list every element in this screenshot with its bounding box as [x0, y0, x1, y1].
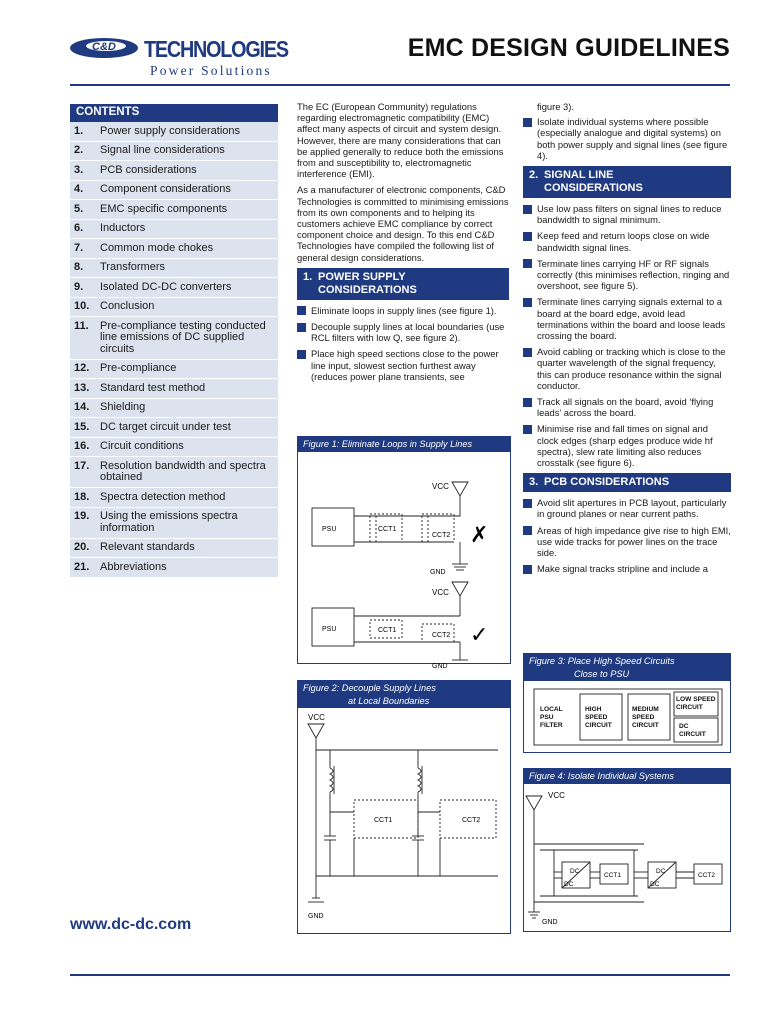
contents-item[interactable]	[70, 181, 278, 201]
logo-text: TECHNOLOGIES	[144, 36, 288, 62]
local-psu-filter-label-2: PSU	[540, 714, 554, 721]
section-title: PCB CONSIDERATIONS	[544, 476, 670, 489]
contents-item-number: 17.	[74, 459, 90, 472]
contents-item-label: EMC specific components	[100, 202, 228, 215]
contents-item-number: 19.	[74, 510, 90, 522]
contents-item-label: Resolution bandwidth and spectra obtained	[100, 459, 266, 483]
dc-label: DC	[564, 880, 574, 888]
contents-item[interactable]	[70, 488, 278, 508]
medium-speed-label-1: MEDIUM	[632, 706, 659, 713]
contents-item[interactable]	[70, 122, 278, 142]
contents-item[interactable]	[70, 360, 278, 380]
figure-1-title: Figure 1: Eliminate Loops in Supply Lines	[298, 437, 510, 452]
psu-label: PSU	[322, 525, 337, 533]
cct2-label: CCT2	[698, 871, 715, 879]
cct1-label: CCT1	[378, 626, 397, 634]
medium-speed-label-3: CIRCUIT	[632, 722, 659, 729]
vcc-label: VCC	[432, 481, 449, 491]
contents-item-number: 20.	[74, 541, 90, 553]
signal-bullets	[523, 203, 731, 468]
bullet-item: Avoid cabling or tracking which is close to the quarter wavelength of the signal frequency, this can produce resonance within the signal conductor.	[523, 346, 731, 391]
low-speed-label-1: LOW SPEED	[676, 696, 716, 703]
logo-subtitle: Power Solutions	[150, 63, 272, 78]
bullet-item: Keep feed and return loops close on wide bandwidth signal lines.	[523, 230, 731, 252]
figure-3-title-line1: Figure 3: Place High Speed Circuits	[529, 656, 675, 666]
section-number: 3.	[529, 476, 539, 489]
figure-2-title-line2: at Local Boundaries	[348, 695, 430, 706]
section-heading-pcb	[523, 473, 731, 492]
contents-item-label: Signal line considerations	[100, 144, 225, 156]
psu-label: PSU	[322, 625, 337, 633]
contents-item-number: 12.	[74, 362, 90, 374]
contents-item-label: Shielding	[100, 401, 146, 413]
section-heading-power	[297, 268, 509, 300]
bullet-item: Terminate lines carrying HF or RF signals correctly (this minimises reflection, ringing and overshoot, see figure 5).	[523, 258, 731, 292]
check-icon: ✓	[470, 621, 489, 647]
column-middle	[297, 101, 509, 387]
contents-item[interactable]	[70, 418, 278, 438]
gnd-label: GND	[542, 918, 558, 926]
contents-item[interactable]	[70, 317, 278, 360]
figure-4	[523, 768, 731, 932]
contents-item-label: Pre-compliance	[100, 362, 177, 374]
contents-item-number: 7.	[74, 241, 84, 254]
contents-item-label: Spectra detection method	[100, 490, 226, 503]
contents-item[interactable]	[70, 399, 278, 419]
contents-item-label: Abbreviations	[100, 560, 167, 573]
contents-item-number: 21.	[74, 560, 90, 573]
intro-paragraph-1: The EC (European Community) regulations regarding electromagnetic compatibility (EMC) affect many aspects of circuit and system design. However, there are many considerations that can be applied generally to reduce both the emissions from and susceptibility to, electromagnetic interference (EMI).	[297, 101, 504, 180]
bullet-item: Place high speed sections close to the power line input, slowest section furthest away (reduces power plane transients, see	[297, 348, 509, 382]
contents-item[interactable]	[70, 239, 278, 259]
figure-2-diagram	[298, 708, 510, 934]
contents-item-label: Component considerations	[100, 183, 231, 195]
figure-2-title-line1: Figure 2: Decouple Supply Lines	[303, 683, 436, 693]
figure-1	[297, 436, 511, 670]
contents-item-number: 11.	[74, 319, 89, 332]
cross-icon: ✗	[470, 521, 489, 547]
contents-item-number: 4.	[74, 183, 84, 195]
contents-item[interactable]	[70, 457, 278, 488]
contents-item[interactable]	[70, 558, 278, 578]
contents-item[interactable]	[70, 220, 278, 240]
dc-label: DC	[656, 867, 666, 875]
figure-4-title: Figure 4: Isolate Individual Systems	[524, 769, 730, 784]
logo-mark-text: C&D	[92, 41, 116, 53]
contents-item-number: 15.	[74, 420, 90, 433]
bullet-item: Decouple supply lines at local boundaries (use RCL filters with low Q, see figure 2).	[297, 321, 509, 343]
vcc-label: VCC	[548, 790, 565, 800]
contents-item-number: 9.	[74, 280, 84, 293]
bottom-divider	[70, 974, 730, 976]
cct2-label: CCT2	[432, 631, 451, 639]
high-speed-label-3: CIRCUIT	[585, 722, 612, 729]
contents-item[interactable]	[70, 298, 278, 318]
high-speed-label-1: HIGH	[585, 706, 602, 713]
contents-item[interactable]	[70, 278, 278, 298]
continued-text: figure 3).	[537, 101, 574, 112]
dc-circuit-label-2: CIRCUIT	[679, 731, 706, 738]
contents-item-label: Pre-compliance testing conducted line emissions of DC supplied circuits	[100, 319, 266, 355]
page-title: EMC DESIGN GUIDELINES	[407, 34, 730, 62]
website-link[interactable]: www.dc-dc.com	[70, 916, 192, 933]
contents-item-number: 2.	[74, 144, 84, 156]
contents-item[interactable]	[70, 259, 278, 279]
dc-label: DC	[650, 880, 660, 888]
cct1-label: CCT1	[604, 871, 621, 879]
cct1-label: CCT1	[374, 817, 393, 824]
contents-item-number: 3.	[74, 163, 84, 176]
local-psu-filter-label-1: LOCAL	[540, 706, 563, 713]
figure-4-diagram	[524, 784, 730, 934]
section-title-line2: CONSIDERATIONS	[544, 182, 643, 195]
low-speed-label-2: CIRCUIT	[676, 704, 703, 711]
figure-3	[523, 653, 731, 753]
figure-2	[297, 680, 511, 934]
bullet-item: Make signal tracks stripline and include a	[523, 563, 731, 574]
bullet-item: Avoid slit apertures in PCB layout, particularly in ground planes or near current paths.	[523, 497, 731, 519]
gnd-label: GND	[430, 568, 446, 576]
contents-item[interactable]	[70, 438, 278, 458]
bullet-item: Terminate lines carrying signals external to a board at the board edge, avoid lead terminations within the board and loose leads crossing the board.	[523, 296, 731, 341]
contents-item-number: 18.	[74, 490, 90, 503]
contents-item-number: 6.	[74, 222, 84, 234]
contents-item[interactable]	[70, 539, 278, 559]
section-title-line2: CONSIDERATIONS	[318, 283, 417, 296]
logo-mark-icon	[70, 36, 148, 60]
top-divider	[70, 84, 730, 86]
contents-item-label: DC target circuit under test	[100, 420, 231, 433]
figure-3-title-line2: Close to PSU	[574, 668, 630, 679]
bullet-item: Eliminate loops in supply lines (see figure 1).	[297, 305, 509, 316]
dc-label: DC	[570, 867, 580, 875]
contents-item-number: 14.	[74, 401, 90, 413]
vcc-label: VCC	[432, 587, 449, 597]
gnd-label: GND	[308, 913, 324, 920]
contents-item-label: Relevant standards	[100, 541, 195, 553]
bullet-item: Areas of high impedance give rise to high EMI, use wide tracks for power lines on the trace side.	[523, 525, 731, 559]
cct1-label: CCT1	[378, 525, 397, 533]
contents-item-label: Using the emissions spectra information	[100, 510, 238, 534]
contents-item-label: Isolated DC-DC converters	[100, 280, 232, 293]
contents-item-number: 8.	[74, 261, 84, 273]
dc-circuit-label-1: DC	[679, 723, 689, 730]
contents-item[interactable]	[70, 379, 278, 399]
contents-item-number: 13.	[74, 381, 90, 394]
column-right	[523, 101, 731, 580]
contents-item-label: Power supply considerations	[100, 124, 241, 137]
contents-item-number: 16.	[74, 440, 90, 452]
contents-item-label: Inductors	[100, 222, 146, 234]
figure-3-title	[524, 654, 730, 681]
gnd-label: GND	[432, 662, 448, 670]
contents-item[interactable]	[70, 142, 278, 162]
section-title-line1: POWER SUPPLY	[318, 270, 406, 283]
contents-item-number: 5.	[74, 202, 84, 215]
section-title-line1: SIGNAL LINE	[544, 169, 614, 182]
cct2-label: CCT2	[432, 531, 451, 539]
section-number: 1.	[303, 270, 313, 283]
intro-paragraph-2: As a manufacturer of electronic components, C&D Technologies is committed to minimising emissions from its own components and to helping its customers achieve EMC compliance by correct component choice and design. To this end C&D Technologies have compiled the following list of general design considerations.	[297, 184, 509, 263]
contents-list	[70, 122, 278, 578]
figure-2-title	[298, 681, 510, 708]
section-number: 2.	[529, 169, 539, 182]
contents-item-label: Conclusion	[100, 300, 155, 312]
figure-3-diagram	[524, 681, 730, 753]
contents-item-label: Standard test method	[100, 381, 206, 394]
contents-item-label: Circuit conditions	[100, 440, 184, 452]
section-heading-signal	[523, 166, 731, 198]
contents-item[interactable]	[70, 508, 278, 539]
contents-item-number: 10.	[74, 300, 90, 312]
pcb-bullets	[523, 497, 731, 574]
contents-heading: CONTENTS	[70, 104, 278, 122]
contents-item[interactable]	[70, 161, 278, 181]
bullet-item: Track all signals on the board, avoid ‘flying leads’ across the board.	[523, 396, 731, 418]
contents-item[interactable]	[70, 200, 278, 220]
figure-1-diagram	[298, 452, 510, 670]
bullet-item: Minimise rise and fall times on signal and clock edges (sharp edges produce wide hf spectra), slew rate limiting also reduces crosstalk (see figure 6).	[523, 423, 731, 468]
contents-item-label: PCB considerations	[100, 163, 197, 176]
medium-speed-label-2: SPEED	[632, 714, 655, 721]
contents-item-label: Transformers	[100, 261, 165, 273]
local-psu-filter-label-3: FILTER	[540, 722, 563, 729]
vcc-label: VCC	[308, 713, 325, 722]
company-logo	[70, 34, 288, 80]
bullet-item: Isolate individual systems where possible (especially analogue and digital systems) on both power supply and signal lines (see figure 4).	[523, 116, 731, 161]
high-speed-label-2: SPEED	[585, 714, 608, 721]
contents-item-number: 1.	[74, 124, 84, 137]
bullet-item: Use low pass filters on signal lines to reduce bandwidth to signal minimum.	[523, 203, 731, 225]
cct2-label: CCT2	[462, 817, 481, 824]
contents-item-label: Common mode chokes	[100, 241, 214, 254]
contents-panel	[70, 104, 278, 578]
